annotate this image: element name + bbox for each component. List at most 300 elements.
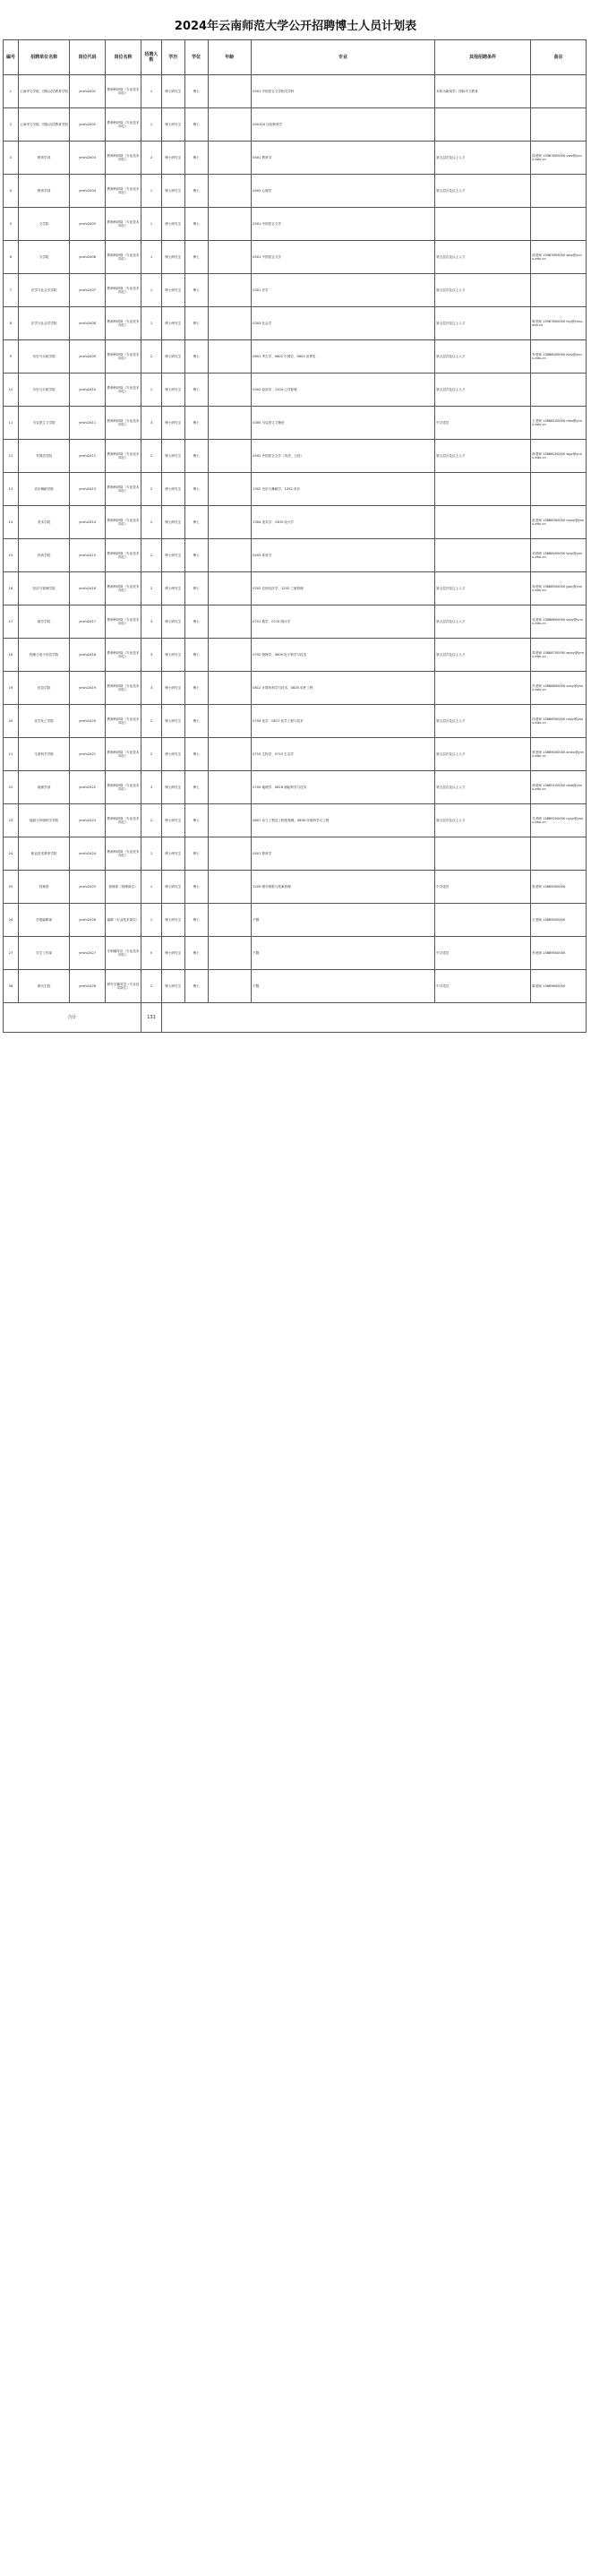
row-degree: 博士	[184, 506, 208, 539]
row-degree: 博士	[184, 175, 208, 208]
row-remarks	[530, 374, 586, 407]
row-other-conditions	[434, 473, 530, 506]
row-age	[208, 639, 251, 672]
row-degree: 博士	[184, 75, 208, 108]
row-position-code: ynsfu2422	[70, 771, 105, 804]
row-department: 能源与环境科学学院	[18, 804, 69, 837]
row-position-code: ynsfu2427	[70, 937, 105, 970]
row-remarks: 孙老师 13888500000 jgxy@ynnu.edu.cn	[530, 572, 586, 605]
row-position-code: ynsfu2416	[70, 572, 105, 605]
row-age	[208, 506, 251, 539]
row-other-conditions: 第五层次及以上人才	[434, 738, 530, 771]
row-department: 云南华文学院、国际汉语教育学院	[18, 108, 69, 142]
row-education: 博士研究生	[161, 241, 184, 274]
table-row	[4, 639, 587, 672]
row-headcount: 3	[141, 672, 162, 705]
row-degree: 博士	[184, 407, 208, 440]
row-number: 28	[4, 970, 19, 1003]
row-degree: 博士	[184, 440, 208, 473]
header-major: 专业	[251, 40, 434, 75]
row-number: 5	[4, 208, 19, 241]
row-number: 13	[4, 473, 19, 506]
row-other-conditions: 中共党员	[434, 407, 530, 440]
row-department: 信息学院	[18, 672, 69, 705]
row-other-conditions: 中共党员	[434, 871, 530, 904]
table-row	[4, 108, 587, 142]
row-department: 历史与行政学院	[18, 340, 69, 374]
row-position-code: ynsfu2407	[70, 274, 105, 307]
row-position-name: 教师科研岗（专业技术岗位）	[105, 605, 141, 639]
row-number: 23	[4, 804, 19, 837]
table-row	[4, 340, 587, 374]
row-number: 19	[4, 672, 19, 705]
row-position-code: ynsfu2424	[70, 837, 105, 871]
row-number: 3	[4, 142, 19, 175]
row-headcount: 2	[141, 142, 162, 175]
row-major: 0702 物理学、0809 电子科学与技术	[251, 639, 434, 672]
row-position-code: ynsfu2412	[70, 440, 105, 473]
row-degree: 博士	[184, 241, 208, 274]
row-degree: 博士	[184, 871, 208, 904]
row-position-name: 研究生辅导员（专业技术岗位）	[105, 970, 141, 1003]
row-position-name: 教师科研岗（专业技术岗位）	[105, 142, 141, 175]
row-education: 博士研究生	[161, 605, 184, 639]
row-number: 15	[4, 539, 19, 572]
row-education: 博士研究生	[161, 539, 184, 572]
row-position-name: 教师科研岗（专业技术岗位）	[105, 572, 141, 605]
row-number: 12	[4, 440, 19, 473]
row-position-name: 编辑（专业技术岗位）	[105, 904, 141, 937]
row-position-name: 教师科研岗（专业技术岗位）	[105, 506, 141, 539]
row-position-code: ynsfu2417	[70, 605, 105, 639]
table-row	[4, 771, 587, 804]
header-department: 招聘单位名称	[18, 40, 69, 75]
row-headcount: 1	[141, 274, 162, 307]
row-position-code: ynsfu2401	[70, 75, 105, 108]
row-headcount: 2	[141, 506, 162, 539]
row-position-code: ynsfu2404	[70, 175, 105, 208]
row-major: 0403 体育学	[251, 539, 434, 572]
row-other-conditions: 第五层次及以上人才	[434, 572, 530, 605]
row-degree: 博士	[184, 738, 208, 771]
row-remarks: 杨老师 13888200000 wgy@ynnu.edu.cn	[530, 440, 586, 473]
header-headcount: 招聘人数	[141, 40, 162, 75]
row-headcount: 3	[141, 605, 162, 639]
row-remarks	[530, 274, 586, 307]
row-position-code: ynsfu2428	[70, 970, 105, 1003]
row-number: 1	[4, 75, 19, 108]
row-headcount: 2	[141, 539, 162, 572]
row-major: 0705 地理学、0816 测绘科学与技术	[251, 771, 434, 804]
row-position-code: ynsfu2426	[70, 904, 105, 937]
row-other-conditions: 本科为新闻学、国际中文教育	[434, 75, 530, 108]
row-position-code: ynsfu2411	[70, 407, 105, 440]
row-education: 博士研究生	[161, 307, 184, 340]
table-row	[4, 75, 587, 108]
row-age	[208, 605, 251, 639]
row-major: 0501 中国语言文学	[251, 208, 434, 241]
row-position-code: ynsfu2423	[70, 804, 105, 837]
row-department: 物理与电子信息学院	[18, 639, 69, 672]
row-department: 法学与社会学学院	[18, 274, 69, 307]
row-department: 外国语学院	[18, 440, 69, 473]
row-remarks: 冯老师 13888800000 xxxy@ynnu.edu.cn	[530, 672, 586, 705]
page-title: 2024年云南师范大学公开招聘博士人员计划表	[174, 20, 417, 33]
row-degree: 博士	[184, 274, 208, 307]
row-headcount: 1	[141, 871, 162, 904]
row-department: 化学化工学院	[18, 705, 69, 738]
row-position-name: 教师科研岗（专业技术岗位）	[105, 837, 141, 871]
row-age	[208, 208, 251, 241]
row-position-name: 教师科研岗（专业技术岗位）	[105, 241, 141, 274]
table-row	[4, 871, 587, 904]
row-education: 博士研究生	[161, 473, 184, 506]
row-education: 博士研究生	[161, 771, 184, 804]
row-position-name: 教师科研岗（专业技术岗位）	[105, 108, 141, 142]
row-other-conditions: 第五层次及以上人才	[434, 175, 530, 208]
row-other-conditions	[434, 837, 530, 871]
row-age	[208, 407, 251, 440]
row-degree: 博士	[184, 108, 208, 142]
row-age	[208, 837, 251, 871]
row-other-conditions	[434, 208, 530, 241]
row-number: 16	[4, 572, 19, 605]
table-row	[4, 837, 587, 871]
row-headcount: 2	[141, 804, 162, 837]
row-department: 美术学院	[18, 506, 69, 539]
row-department: 学生工作部	[18, 937, 69, 970]
row-position-code: ynsfu2421	[70, 738, 105, 771]
row-department: 云南华文学院、国际汉语教育学院	[18, 75, 69, 108]
row-education: 博士研究生	[161, 340, 184, 374]
row-department: 职业技术教育学院	[18, 837, 69, 871]
row-age	[208, 804, 251, 837]
row-position-code: ynsfu2403	[70, 142, 105, 175]
row-major: 0302 政治学、1204 公共管理	[251, 374, 434, 407]
table-row	[4, 307, 587, 340]
row-headcount: 2	[141, 572, 162, 605]
table-row	[4, 804, 587, 837]
row-education: 博士研究生	[161, 274, 184, 307]
row-major: 0710 生物学、0713 生态学	[251, 738, 434, 771]
row-degree: 博士	[184, 837, 208, 871]
row-age	[208, 572, 251, 605]
row-major: 0502 外国语言文学（英语、日语）	[251, 440, 434, 473]
row-other-conditions: 第五层次及以上人才	[434, 241, 530, 274]
row-age	[208, 75, 251, 108]
row-age	[208, 672, 251, 705]
row-department: 历史与行政学院	[18, 374, 69, 407]
row-position-name: 教师科研岗（专业技术岗位）	[105, 274, 141, 307]
row-remarks	[530, 473, 586, 506]
row-other-conditions: 第五层次及以上人才	[434, 705, 530, 738]
row-remarks: 陈老师 13987600000 fxy@ynnu.edu.cn	[530, 307, 586, 340]
row-headcount: 3	[141, 407, 162, 440]
table-row	[4, 937, 587, 970]
row-headcount: 2	[141, 340, 162, 374]
row-headcount: 1	[141, 75, 162, 108]
row-degree: 博士	[184, 705, 208, 738]
row-education: 博士研究生	[161, 705, 184, 738]
row-department: 地理学部	[18, 771, 69, 804]
row-remarks: 何老师 13888900000 hxxy@ynnu.edu.cn	[530, 705, 586, 738]
row-education: 博士研究生	[161, 904, 184, 937]
row-number: 10	[4, 374, 19, 407]
row-degree: 博士	[184, 539, 208, 572]
row-number: 2	[4, 108, 19, 142]
header-position-name: 岗位名称	[105, 40, 141, 75]
row-age	[208, 473, 251, 506]
row-other-conditions	[434, 904, 530, 937]
row-education: 博士研究生	[161, 506, 184, 539]
row-remarks: 刘老师 13888400000 tyxy@ynnu.edu.cn	[530, 539, 586, 572]
row-position-code: ynsfu2413	[70, 473, 105, 506]
row-number: 4	[4, 175, 19, 208]
row-position-code: ynsfu2414	[70, 506, 105, 539]
row-department: 文学院	[18, 241, 69, 274]
row-age	[208, 440, 251, 473]
row-other-conditions: 第五层次及以上人才	[434, 771, 530, 804]
row-headcount: 1	[141, 208, 162, 241]
row-major: 0701 数学、0714 统计学	[251, 605, 434, 639]
row-major: 040104 比较教育学	[251, 108, 434, 142]
row-other-conditions: 第五层次及以上人才	[434, 804, 530, 837]
row-number: 20	[4, 705, 19, 738]
row-age	[208, 871, 251, 904]
row-other-conditions: 第五层次及以上人才	[434, 605, 530, 639]
row-age	[208, 307, 251, 340]
row-headcount: 3	[141, 771, 162, 804]
row-degree: 博士	[184, 142, 208, 175]
row-position-name: 教师科研岗（专业技术岗位）	[105, 539, 141, 572]
row-remarks: 赵老师 13888300000 msxy@ynnu.edu.cn	[530, 506, 586, 539]
row-age	[208, 937, 251, 970]
table-row	[4, 539, 587, 572]
row-position-name: 教师科研岗（专业技术岗位）	[105, 804, 141, 837]
row-major: 0501 中国语言文学相关学科	[251, 75, 434, 108]
row-education: 博士研究生	[161, 175, 184, 208]
row-age	[208, 539, 251, 572]
row-department: 研究生院	[18, 970, 69, 1003]
row-remarks	[530, 837, 586, 871]
row-number: 18	[4, 639, 19, 672]
row-position-code: ynsfu2409	[70, 340, 105, 374]
row-education: 博士研究生	[161, 142, 184, 175]
row-other-conditions	[434, 108, 530, 142]
row-degree: 博士	[184, 572, 208, 605]
row-department: 档案馆	[18, 871, 69, 904]
row-age	[208, 970, 251, 1003]
row-position-name: 教师科研岗（专业技术岗位）	[105, 705, 141, 738]
row-age	[208, 705, 251, 738]
row-education: 博士研究生	[161, 937, 184, 970]
row-position-code: ynsfu2420	[70, 705, 105, 738]
row-other-conditions: 第五层次及以上人才	[434, 142, 530, 175]
row-headcount: 1	[141, 108, 162, 142]
row-education: 博士研究生	[161, 639, 184, 672]
total-row	[4, 1003, 587, 1033]
row-major: 0303 社会学	[251, 307, 434, 340]
row-degree: 博士	[184, 639, 208, 672]
row-education: 博士研究生	[161, 108, 184, 142]
row-department: 文学院	[18, 208, 69, 241]
row-degree: 博士	[184, 904, 208, 937]
table-row	[4, 473, 587, 506]
row-major: 不限	[251, 904, 434, 937]
header-number: 编号	[4, 40, 19, 75]
header-degree: 学位	[184, 40, 208, 75]
total-label: 合计	[4, 1003, 141, 1033]
row-education: 博士研究生	[161, 871, 184, 904]
recruitment-table	[3, 39, 587, 1033]
row-headcount: 2	[141, 738, 162, 771]
row-degree: 博士	[184, 804, 208, 837]
table-row	[4, 142, 587, 175]
row-headcount: 2	[141, 473, 162, 506]
row-degree: 博士	[184, 340, 208, 374]
row-major: 0401 教育学	[251, 142, 434, 175]
row-other-conditions: 中共党员	[434, 937, 530, 970]
header-other-conditions: 其他招聘条件	[434, 40, 530, 75]
row-education: 博士研究生	[161, 804, 184, 837]
row-other-conditions: 中共党员	[434, 970, 530, 1003]
row-education: 博士研究生	[161, 208, 184, 241]
row-headcount: 1	[141, 904, 162, 937]
row-position-name: 教师科研岗（专业技术岗位）	[105, 407, 141, 440]
row-degree: 博士	[184, 970, 208, 1003]
row-number: 22	[4, 771, 19, 804]
row-number: 7	[4, 274, 19, 307]
row-position-name: 教师科研岗（专业技术岗位）	[105, 672, 141, 705]
row-age	[208, 374, 251, 407]
table-row	[4, 241, 587, 274]
row-remarks: 周老师 13987650000 wxy@ynnu.edu.cn	[530, 241, 586, 274]
table-row	[4, 738, 587, 771]
row-department: 体育学院	[18, 539, 69, 572]
row-number: 11	[4, 407, 19, 440]
row-major: 1205 图书情报与档案管理	[251, 871, 434, 904]
row-department: 教育学部	[18, 175, 69, 208]
row-major: 0401 教育学	[251, 837, 434, 871]
table-row	[4, 407, 587, 440]
row-remarks: 吴老师 13888600000 sxxy@ynnu.edu.cn	[530, 605, 586, 639]
row-headcount: 1	[141, 241, 162, 274]
row-age	[208, 738, 251, 771]
table-row	[4, 374, 587, 407]
row-position-code: ynsfu2408	[70, 307, 105, 340]
row-degree: 博士	[184, 307, 208, 340]
row-other-conditions: 第五层次及以上人才	[434, 340, 530, 374]
row-age	[208, 904, 251, 937]
row-position-name: 教师科研岗（专业技术岗位）	[105, 208, 141, 241]
row-headcount: 2	[141, 440, 162, 473]
row-education: 博士研究生	[161, 440, 184, 473]
row-remarks: 李老师 13889500000	[530, 937, 586, 970]
row-major: 不限	[251, 937, 434, 970]
row-number: 21	[4, 738, 19, 771]
row-position-name: 教师科研岗（专业技术岗位）	[105, 440, 141, 473]
row-position-code: ynsfu2419	[70, 672, 105, 705]
row-degree: 博士	[184, 771, 208, 804]
row-position-name: 管理岗（管理岗位）	[105, 871, 141, 904]
table-row	[4, 208, 587, 241]
row-age	[208, 108, 251, 142]
row-education: 博士研究生	[161, 374, 184, 407]
row-major: 1304 美术学、1305 设计学	[251, 506, 434, 539]
total-headcount: 131	[141, 1003, 162, 1033]
header-education: 学历	[161, 40, 184, 75]
row-other-conditions: 第五层次及以上人才	[434, 440, 530, 473]
row-education: 博士研究生	[161, 572, 184, 605]
row-position-code: ynsfu2405	[70, 208, 105, 241]
row-position-code: ynsfu2402	[70, 108, 105, 142]
row-education: 博士研究生	[161, 407, 184, 440]
table-body	[4, 75, 587, 1033]
row-education: 博士研究生	[161, 837, 184, 871]
row-remarks	[530, 108, 586, 142]
row-remarks: 蔡老师 13889000000 smkx@ynnu.edu.cn	[530, 738, 586, 771]
row-department: 数学学院	[18, 605, 69, 639]
row-other-conditions: 第五层次及以上人才	[434, 374, 530, 407]
row-number: 25	[4, 871, 19, 904]
row-other-conditions	[434, 539, 530, 572]
table-row	[4, 175, 587, 208]
row-major: 0807 动力工程及工程热物理、0830 环境科学与工程	[251, 804, 434, 837]
row-department: 法学与社会学学院	[18, 307, 69, 340]
row-remarks: 马老师 13889200000 nyxy@ynnu.edu.cn	[530, 804, 586, 837]
table-row	[4, 605, 587, 639]
row-remarks: 周老师 13987600000 ywx@ynnu.edu.cn	[530, 142, 586, 175]
row-remarks: 陈老师 13889600000	[530, 970, 586, 1003]
row-other-conditions: 第五层次及以上人才	[434, 274, 530, 307]
row-major: 0601 考古学、0602 中国史、0603 世界史	[251, 340, 434, 374]
row-position-name: 教师科研岗（专业技术岗位）	[105, 738, 141, 771]
row-position-code: ynsfu2406	[70, 241, 105, 274]
row-other-conditions	[434, 506, 530, 539]
row-education: 博士研究生	[161, 672, 184, 705]
row-remarks	[530, 175, 586, 208]
row-remarks: 王老师 13889400000	[530, 904, 586, 937]
row-major: 0305 马克思主义理论	[251, 407, 434, 440]
table-header-row	[4, 40, 587, 75]
row-remarks: 郑老师 13888700000 wdxy@ynnu.edu.cn	[530, 639, 586, 672]
row-position-name: 教师科研岗（专业技术岗位）	[105, 374, 141, 407]
row-age	[208, 142, 251, 175]
row-number: 17	[4, 605, 19, 639]
row-headcount: 3	[141, 639, 162, 672]
row-position-code: ynsfu2418	[70, 639, 105, 672]
row-major: 0812 计算机科学与技术、0835 软件工程	[251, 672, 434, 705]
row-position-name: 专职辅导员（专业技术岗位）	[105, 937, 141, 970]
row-degree: 博士	[184, 937, 208, 970]
table-row	[4, 572, 587, 605]
row-headcount: 2	[141, 705, 162, 738]
table-row	[4, 970, 587, 1003]
table-row	[4, 705, 587, 738]
row-position-code: ynsfu2410	[70, 374, 105, 407]
row-other-conditions: 第五层次及以上人才	[434, 307, 530, 340]
header-remarks: 备注	[530, 40, 586, 75]
row-department: 教育学部	[18, 142, 69, 175]
row-remarks: 王老师 13888100000 mks@ynnu.edu.cn	[530, 407, 586, 440]
row-remarks: 徐老师 13889100000 dlxb@ynnu.edu.cn	[530, 771, 586, 804]
row-other-conditions: 第五层次及以上人才	[434, 639, 530, 672]
row-headcount: 1	[141, 374, 162, 407]
row-headcount: 5	[141, 937, 162, 970]
row-degree: 博士	[184, 473, 208, 506]
row-education: 博士研究生	[161, 970, 184, 1003]
row-position-name: 教师科研岗（专业技术岗位）	[105, 639, 141, 672]
